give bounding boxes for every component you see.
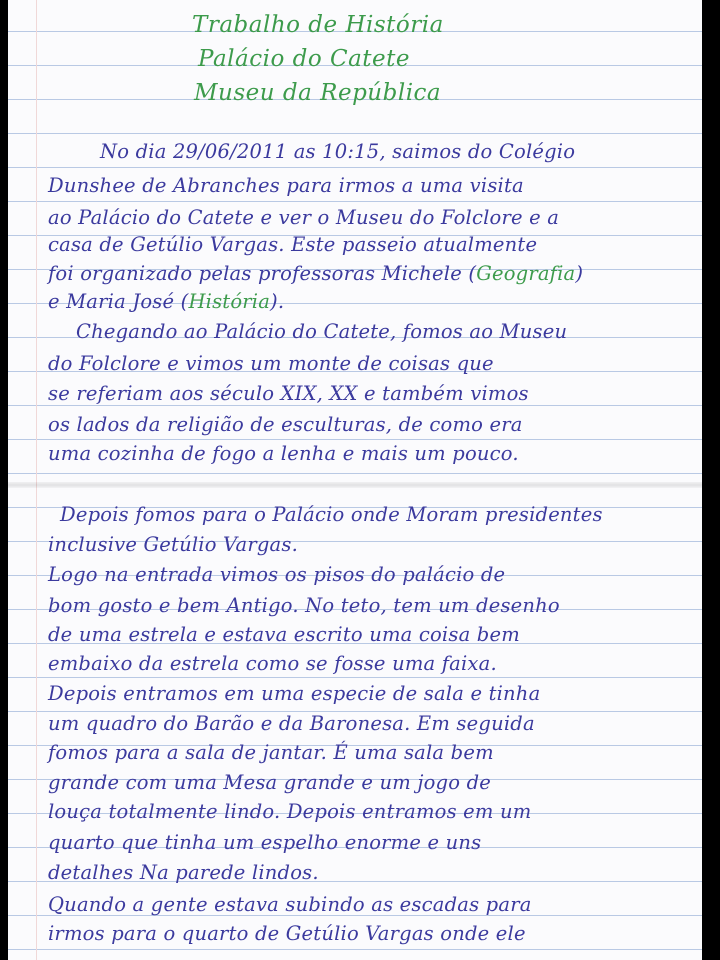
text-line: os lados da religião de esculturas, de como era — [48, 413, 523, 436]
text-line: bom gosto e bem Antigo. No teto, tem um desenho — [48, 594, 560, 617]
title-line-2: Palácio do Catete — [198, 46, 411, 72]
text-segment: ). — [270, 290, 285, 313]
text-line: irmos para o quarto de Getúlio Vargas onde ele — [48, 922, 526, 945]
page-fold — [8, 482, 702, 488]
text-line: detalhes Na parede lindos. — [48, 861, 319, 884]
text-line: No dia 29/06/2011 as 10:15, saimos do Colégio — [100, 140, 576, 163]
text-segment: e Maria José ( — [48, 290, 189, 313]
text-line: fomos para a sala de jantar. É uma sala bem — [48, 741, 494, 764]
text-line: se referiam aos século XIX, XX e também vimos — [48, 382, 529, 405]
margin-line — [36, 0, 37, 960]
subject-name-history: História — [188, 290, 271, 313]
text-line: embaixo da estrela como se fosse uma faixa. — [48, 652, 497, 675]
text-segment: foi organizado pelas professoras Michele ( — [48, 262, 477, 285]
text-line: do Folclore e vimos um monte de coisas que — [48, 352, 494, 375]
text-line — [48, 262, 583, 285]
text-line: de uma estrela e estava escrito uma coisa bem — [48, 623, 520, 646]
text-line: Chegando ao Palácio do Catete, fomos ao Museu — [76, 320, 568, 343]
subject-name-geography: Geografia — [476, 262, 576, 285]
text-line: Depois entramos em uma especie de sala e tinha — [48, 682, 541, 705]
text-line: Dunshee de Abranches para irmos a uma visita — [48, 174, 524, 197]
title-line-1: Trabalho de História — [192, 12, 444, 38]
text-line: quarto que tinha um espelho enorme e uns — [48, 831, 482, 854]
text-line: uma cozinha de fogo a lenha e mais um pouco. — [48, 442, 519, 465]
text-line: casa de Getúlio Vargas. Este passeio atualmente — [48, 233, 538, 256]
text-segment: ) — [575, 262, 584, 285]
title-line-3: Museu da República — [194, 80, 442, 106]
text-line: Depois fomos para o Palácio onde Moram presidentes — [60, 503, 603, 526]
notebook-page — [8, 0, 702, 960]
text-line: um quadro do Barão e da Baronesa. Em seguida — [48, 712, 535, 735]
text-line: ao Palácio do Catete e ver o Museu do Folclore e a — [48, 206, 560, 229]
text-line — [48, 290, 284, 313]
text-line: Quando a gente estava subindo as escadas para — [48, 893, 532, 916]
text-line: inclusive Getúlio Vargas. — [48, 533, 298, 556]
text-line: Logo na entrada vimos os pisos do palácio de — [48, 563, 506, 586]
text-line: grande com uma Mesa grande e um jogo de — [48, 771, 491, 794]
text-line: louça totalmente lindo. Depois entramos em um — [48, 800, 532, 823]
